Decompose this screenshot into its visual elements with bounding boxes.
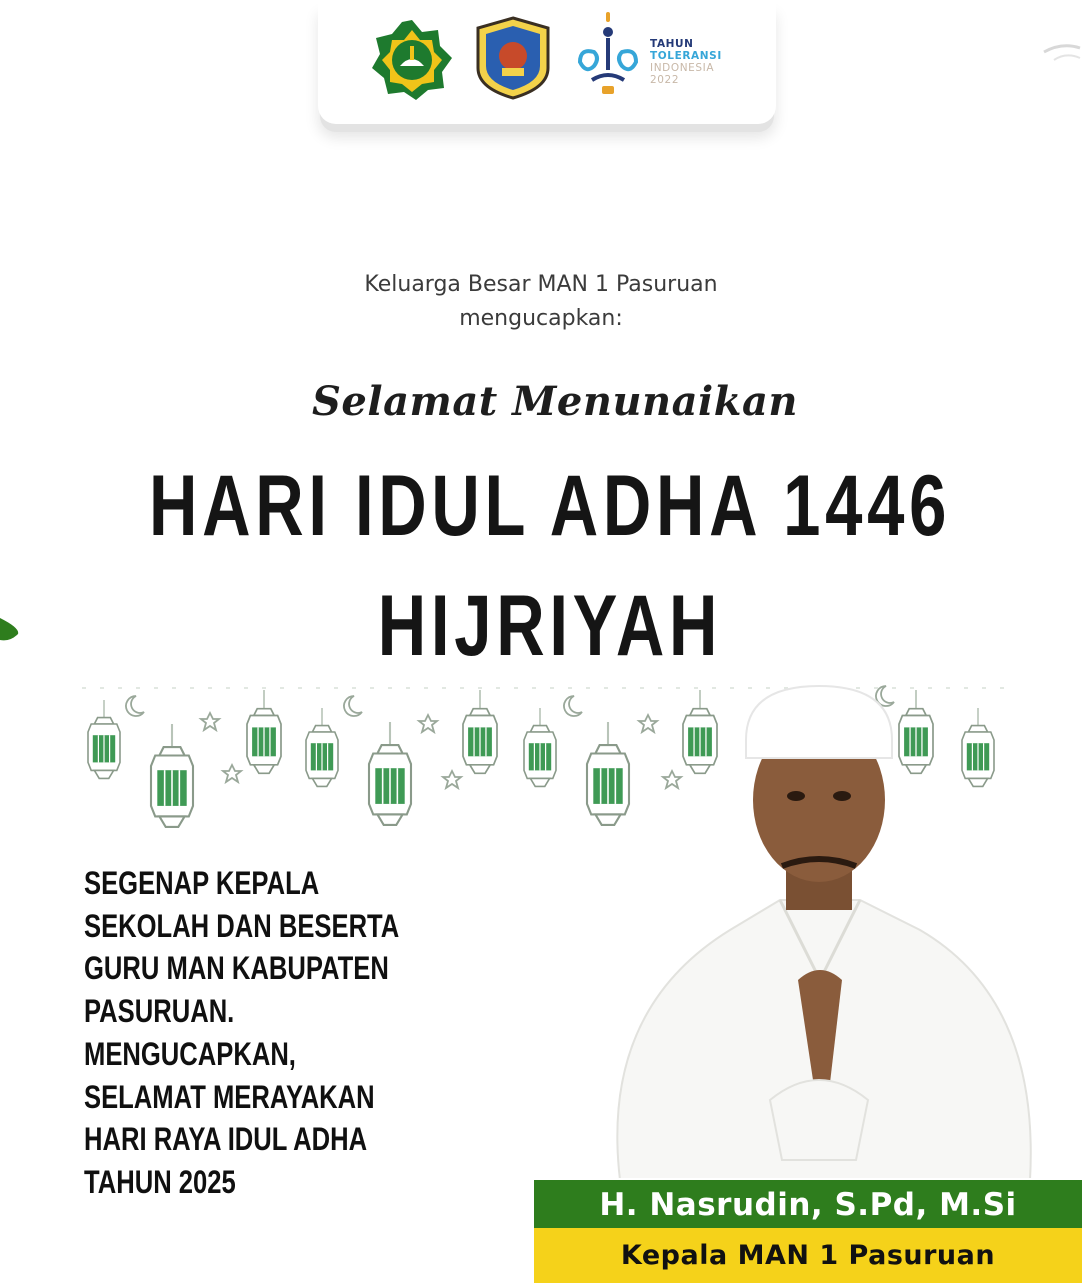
toleransi-label: TOLERANSI — [650, 50, 722, 62]
tahun-toleransi-logo-icon — [572, 8, 644, 104]
headline-line-2: HIJRIYAH — [377, 578, 723, 674]
person-role-bar: Kepala MAN 1 Pasuruan — [534, 1228, 1082, 1283]
tahun-label: TAHUN — [650, 38, 694, 50]
indonesia-label: INDONESIA — [650, 62, 715, 74]
tahun-toleransi-text — [650, 38, 760, 86]
intro-text — [0, 268, 1082, 336]
intro-line-1: Keluarga Besar MAN 1 Pasuruan — [364, 272, 718, 297]
person-name-bar: H. Nasrudin, S.Pd, M.Si — [534, 1178, 1082, 1230]
logo-card — [318, 0, 776, 124]
intro-line-2: mengucapkan: — [459, 306, 623, 331]
portrait-photo — [560, 680, 1082, 1180]
school-logo-icon — [472, 16, 554, 100]
greeting-message: SEGENAP KEPALA SEKOLAH DAN BESERTA GURU MAN KABUPATEN PASURUAN. MENGUCAPKAN, SELAMAT MERAYAKAN HARI RAYA IDUL ADHA TAHUN 2025 — [84, 865, 400, 1200]
script-title: Selamat Menunaikan — [312, 378, 798, 425]
corner-ornament-icon — [1040, 34, 1082, 70]
headline-line-1: HARI IDUL ADHA 1446 — [148, 458, 952, 554]
kemenag-logo-icon — [370, 18, 454, 102]
year-label: 2022 — [650, 74, 680, 86]
leaf-ornament-icon — [0, 612, 22, 648]
